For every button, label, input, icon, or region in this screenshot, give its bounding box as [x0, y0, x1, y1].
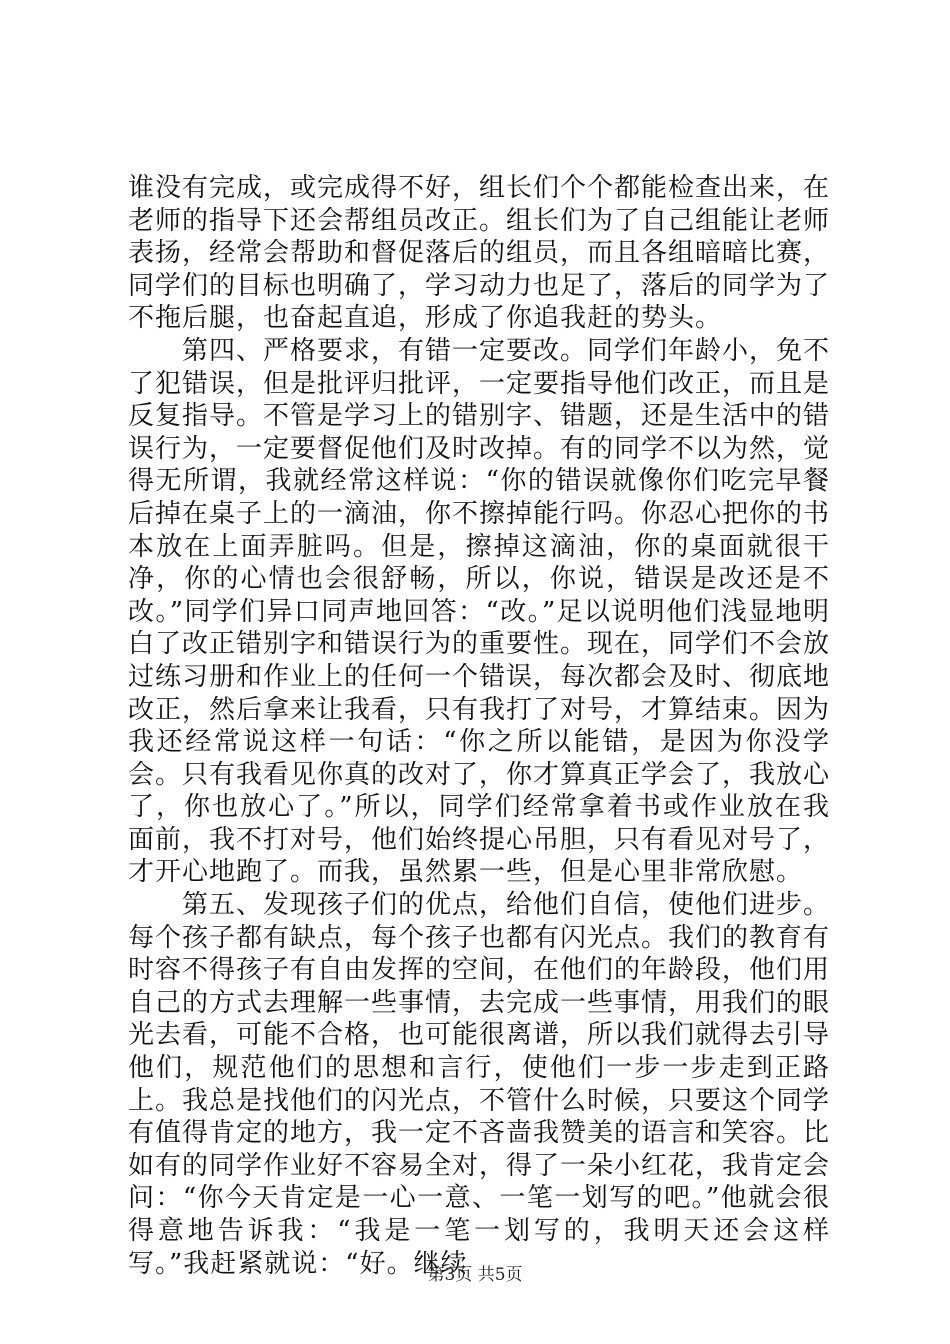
paragraph-point-four: 第四、严格要求，有错一定要改。同学们年龄小，免不了犯错误，但是批评归批评，一定要指导他们改正，而且是反复指导。不管是学习上的错别字、错题，还是生活中的错误行为，一定要督促他们及时改掉。有的同学不以为然，觉得无所谓，我就经常这样说：“你的错误就像你们吃完早餐后掉在桌子上的一滴油，你不擦掉能行吗。你忍心把你的书本放在上面弄脏吗。但是，擦掉这滴油，你的桌面就很干净，你的心情也会很舒畅，所以，你说，错误是改还是不改。”同学们异口同声地回答：“改。”足以说明他们浅显地明白了改正错别字和错误行为的重要性。现在，同学们不会放过练习册和作业上的任何一个错误，每次都会及时、彻底地改正，然后拿来让我看，只有我打了对号，才算结束。因为我还经常说这样一句话：“你之所以能错，是因为你没学会。只有我看见你真的改对了，你才算真正学会了，我放心了，你也放心了。”所以，同学们经常拿着书或作业放在我面前，我不打对号，他们始终提心吊胆，只有看见对号了，才开心地跑了。而我，虽然累一些，但是心里非常欣慰。	[128, 335, 831, 888]
page-number: 第3页 共5页	[427, 1265, 523, 1285]
paragraph-continuation: 谁没有完成，或完成得不好，组长们个个都能检查出来，在老师的指导下还会帮组员改正。组长们为了自己组能让老师表扬，经常会帮助和督促落后的组员，而且各组暗暗比赛，同学们的目标也明确了，学习动力也足了，落后的同学为了不拖后腿，也奋起直追，形成了你追我赶的势头。	[128, 173, 831, 334]
page-footer	[0, 1260, 950, 1285]
paragraph-point-five: 第五、发现孩子们的优点，给他们自信，使他们进步。每个孩子都有缺点，每个孩子也都有闪光点。我们的教育有时容不得孩子有自由发挥的空间，在他们的年龄段，他们用自己的方式去理解一些事情，去完成一些事情，用我们的眼光去看，可能不合格，也可能很离谱，所以我们就得去引导他们，规范他们的思想和言行，使他们一步一步走到正路上。我总是找他们的闪光点，不管什么时候，只要这个同学有值得肯定的地方，我一定不吝啬我赞美的语言和笑容。比如有的同学作业好不容易全对，得了一朵小红花，我肯定会问：“你今天肯定是一心一意、一笔一划写的吧。”他就会很得意地告诉我：“我是一笔一划写的，我明天还会这样写。”我赶紧就说：“好。继续	[128, 890, 831, 1279]
document-body	[128, 172, 830, 1280]
